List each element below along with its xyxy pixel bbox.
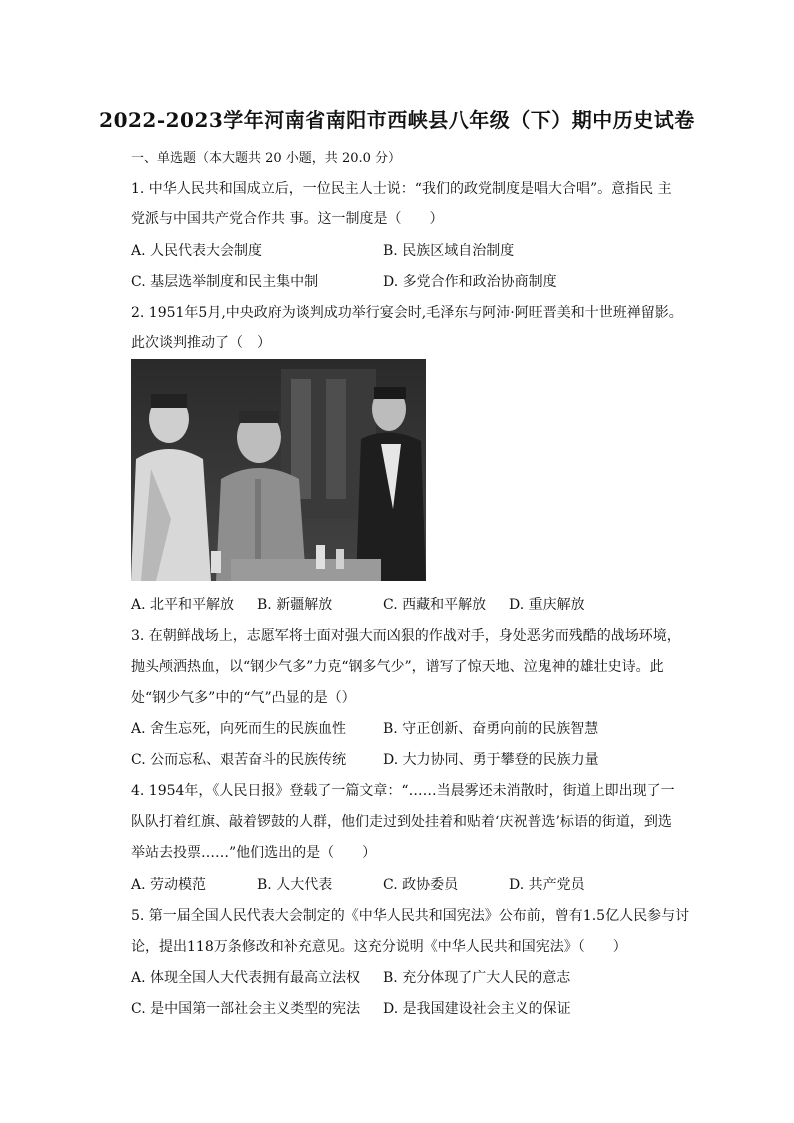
question-3-option-b: B. 守正创新、奋勇向前的民族智慧 xyxy=(383,721,599,737)
section-heading: 一、单选题（本大题共 20 小题，共 20.0 分） xyxy=(131,151,402,166)
question-1-option-a: A. 人民代表大会制度 xyxy=(131,243,263,259)
question-2-option-b: B. 新疆解放 xyxy=(257,597,333,613)
question-3-line-1: 3. 在朝鲜战场上，志愿军将士面对强大而凶狠的作战对手，身处恶劣而残酷的战场环境， xyxy=(131,628,681,644)
question-4-line-1: 4. 1954年，《人民日报》登载了一篇文章：“……当晨雾还未消散时，街道上即出现了一 xyxy=(131,783,675,799)
question-3-option-c: C. 公而忘私、艰苦奋斗的民族传统 xyxy=(131,752,347,768)
question-2-option-c: C. 西藏和平解放 xyxy=(383,597,487,613)
question-3-line-2: 抛头颅洒热血，以“钢少气多”力克“钢多气少”，谱写了惊天地、泣鬼神的雄壮史诗。此 xyxy=(131,659,664,675)
question-2-option-a: A. 北平和平解放 xyxy=(131,597,235,613)
question-1-option-d: D. 多党合作和政治协商制度 xyxy=(383,274,557,290)
question-5-line-1: 5. 第一届全国人民代表大会制定的《中华人民共和国宪法》公布前，曾有1.5亿人民参与讨 xyxy=(131,908,690,924)
question-5-option-c: C. 是中国第一部社会主义类型的宪法 xyxy=(131,1001,361,1017)
question-5-option-b: B. 充分体现了广大人民的意志 xyxy=(383,970,571,986)
question-1-option-b: B. 民族区域自治制度 xyxy=(383,243,515,259)
question-3-option-d: D. 大力协同、勇于攀登的民族力量 xyxy=(383,752,599,768)
question-1-line-1: 1. 中华人民共和国成立后，一位民主人士说：“我们的政党制度是唱大合唱”。意指民 主 xyxy=(131,181,672,197)
question-4-option-d: D. 共产党员 xyxy=(509,877,585,893)
question-2-option-d: D. 重庆解放 xyxy=(509,597,585,613)
question-1-line-2: 党派与中国共产党合作共 事。这一制度是（ ） xyxy=(131,211,444,227)
question-3-line-3: 处“钢少气多”中的“气”凸显的是（） xyxy=(131,690,356,706)
question-1-option-c: C. 基层选举制度和民主集中制 xyxy=(131,274,319,290)
question-5-option-d: D. 是我国建设社会主义的保证 xyxy=(383,1001,571,1017)
question-4-line-2: 队队打着红旗、敲着锣鼓的人群，他们走过到处挂着和贴着‘庆祝普选’标语的街道，到选 xyxy=(131,814,672,830)
question-4-line-3: 举站去投票……”他们选出的是（ ） xyxy=(131,845,377,861)
historical-photo xyxy=(131,359,426,581)
question-4-option-a: A. 劳动模范 xyxy=(131,877,207,893)
question-5-option-a: A. 体现全国人大代表拥有最高立法权 xyxy=(131,970,361,986)
exam-title: 2022-2023学年河南省南阳市西峡县八年级（下）期中历史试卷 xyxy=(99,108,695,132)
question-5-line-2: 论，提出118万条修改和补充意见。这充分说明《中华人民共和国宪法》（ ） xyxy=(131,939,627,955)
question-3-option-a: A. 舍生忘死，向死而生的民族血性 xyxy=(131,721,347,737)
question-2-line-2: 此次谈判推动了（ ） xyxy=(131,335,271,351)
question-4-option-b: B. 人大代表 xyxy=(257,877,333,893)
question-4-option-c: C. 政协委员 xyxy=(383,877,459,893)
question-2-line-1: 2. 1951年5月,中央政府为谈判成功举行宴会时,毛泽东与阿沛·阿旺晋美和十世班禅留影。 xyxy=(131,305,683,321)
